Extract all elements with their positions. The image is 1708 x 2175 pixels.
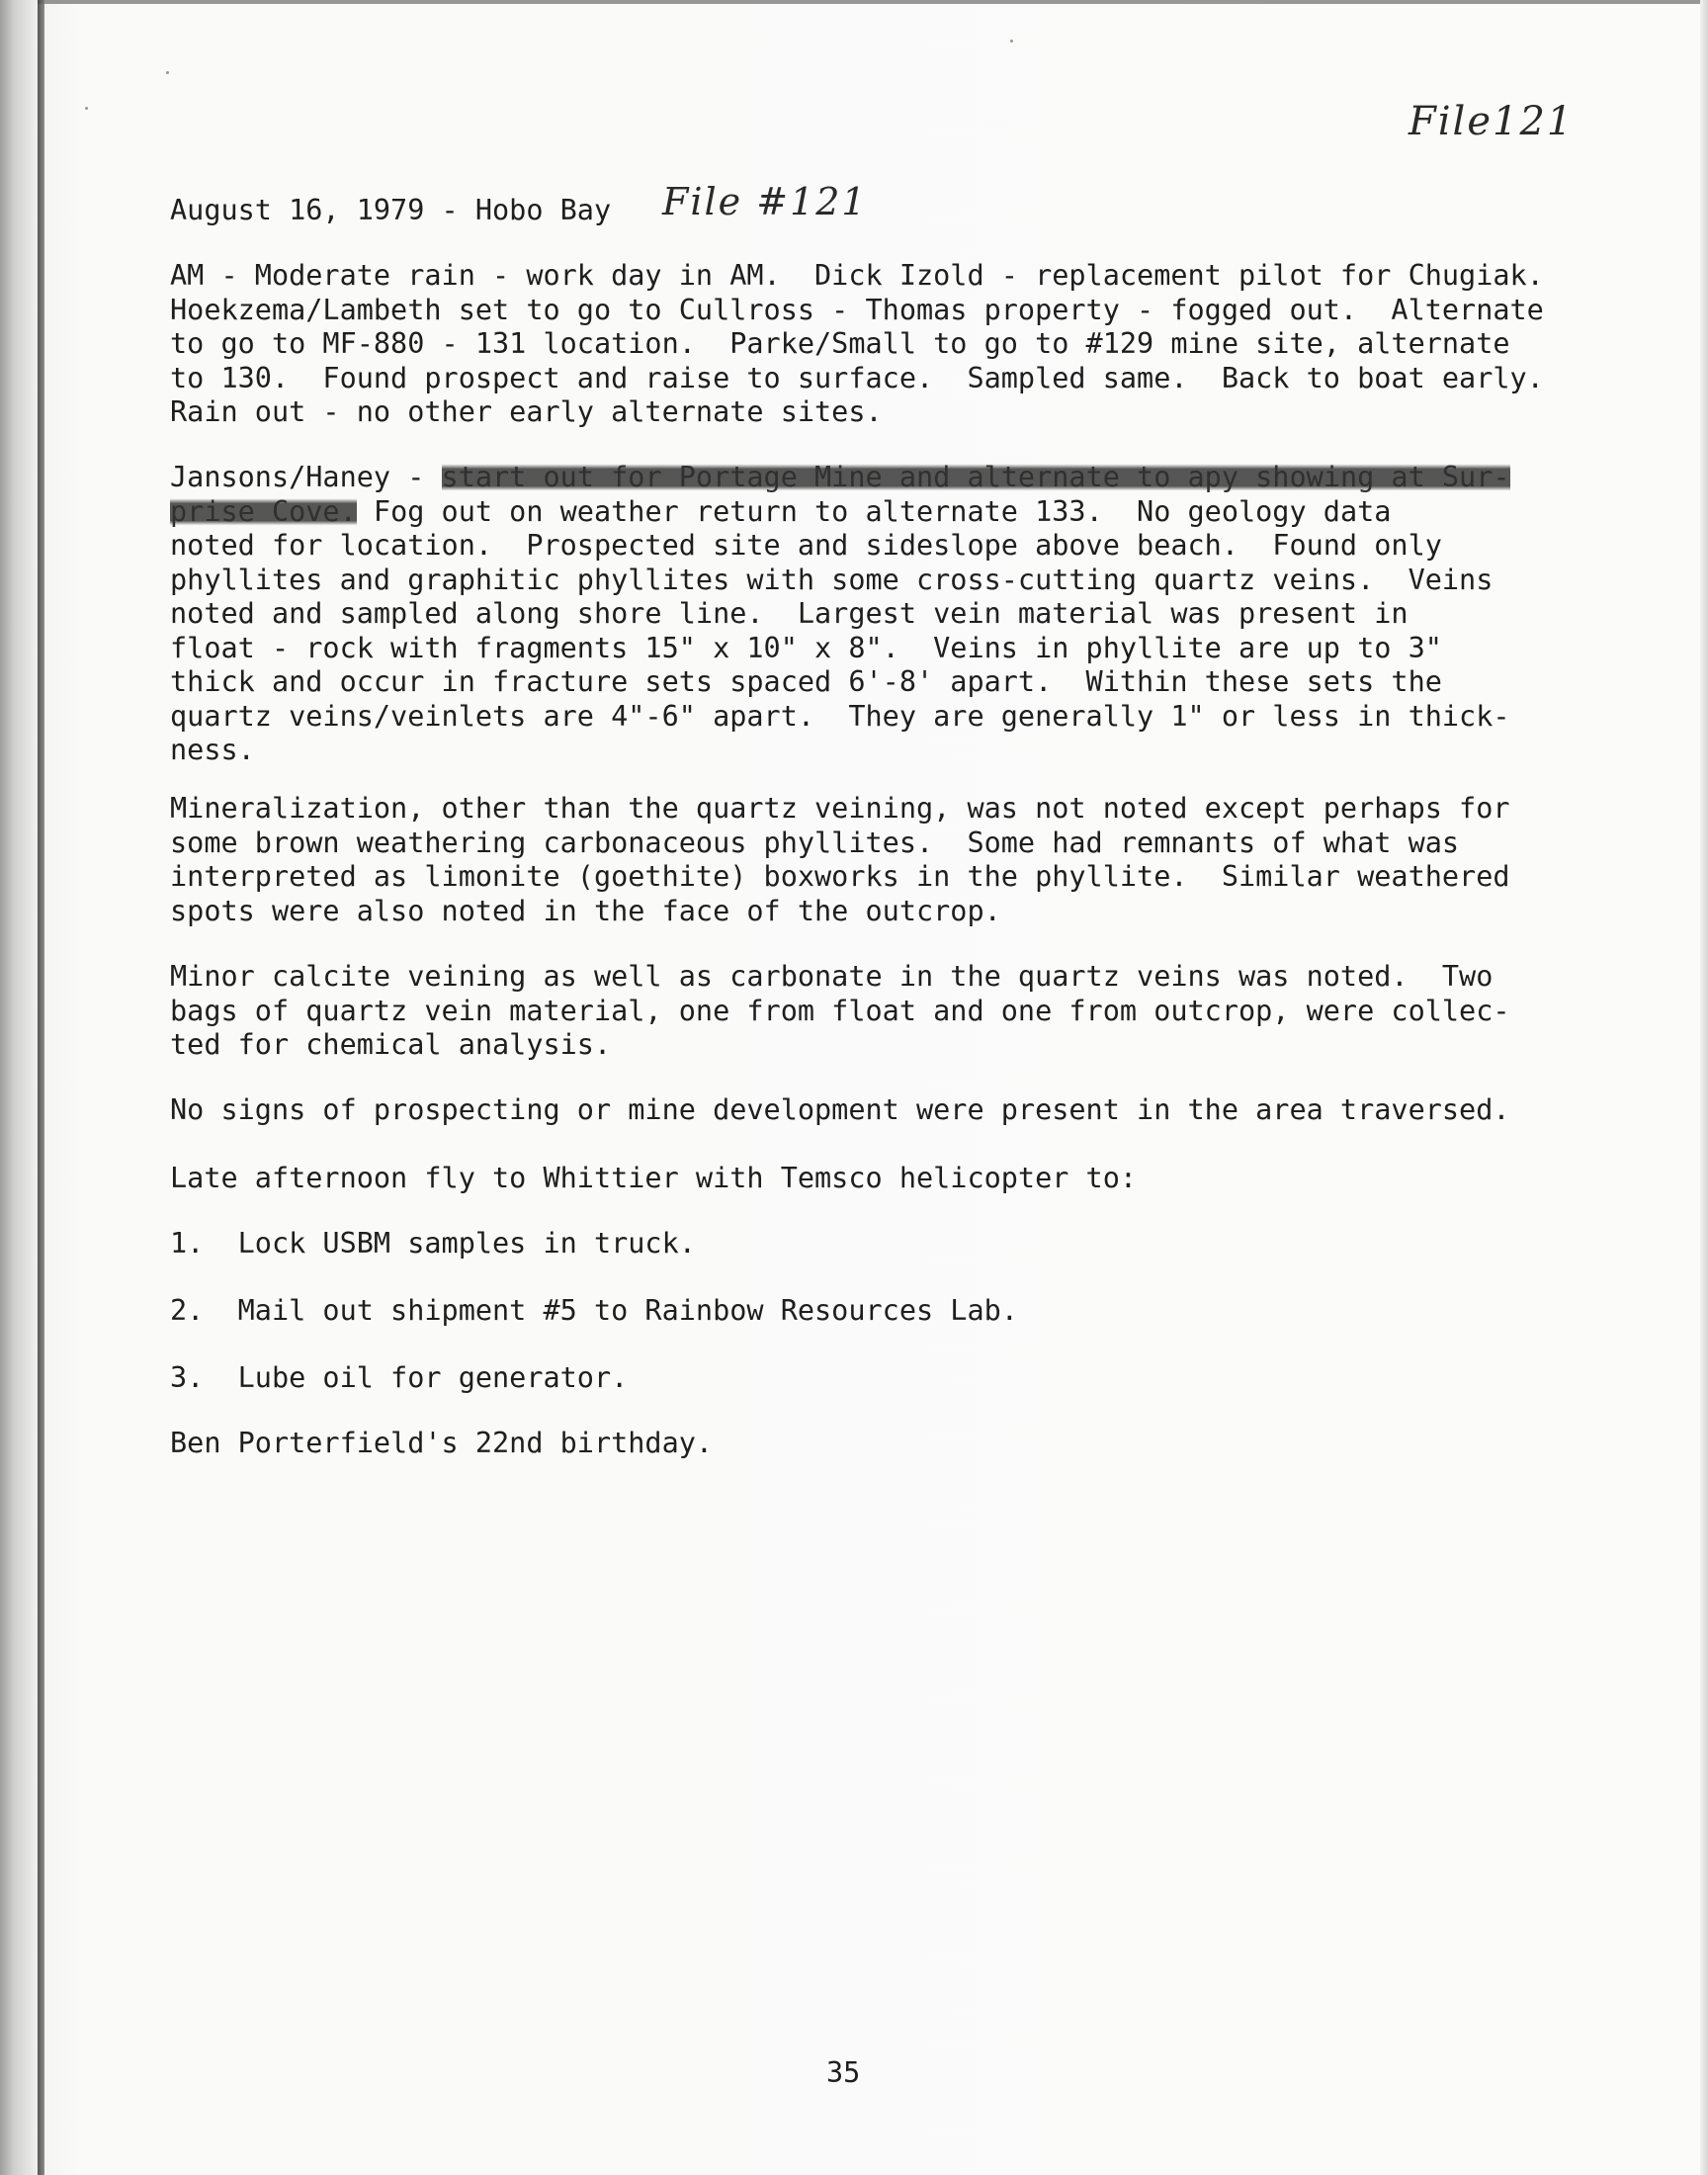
text-line: noted for location. Prospected site and sideslope above beach. Found only (170, 529, 1442, 562)
handwritten-file-number: File121 (1409, 99, 1575, 144)
text-line: Hoekzema/Lambeth set to go to Cullross - Thomas property - fogged out. Alternate (170, 293, 1544, 326)
text-line: to 130. Found prospect and raise to surface. Sampled same. Back to boat early. (170, 361, 1544, 394)
closing-note: Ben Porterfield's 22nd birthday. (170, 1427, 714, 1459)
text-line: bags of quartz vein material, one from float and one from outcrop, were collec- (170, 994, 1510, 1027)
text-segment: Fog out on weather return to alternate 133. No geology data (356, 494, 1392, 528)
scan-speck (85, 107, 88, 110)
handwritten-file-note: File #121 (662, 180, 868, 223)
text-segment: Jansons/Haney - (170, 461, 442, 493)
list-item: 1. Lock USBM samples in truck. (170, 1227, 696, 1260)
paragraph-calcite (170, 960, 1510, 1063)
text-line: Rain out - no other early alternate sites. (170, 395, 883, 428)
scan-speck (166, 71, 169, 74)
text-line: ness. (170, 734, 255, 766)
paragraph-am-summary (170, 259, 1544, 430)
paragraph-no-signs: No signs of prospecting or mine development were present in the area traversed. (170, 1093, 1510, 1126)
page-number: 35 (826, 2056, 861, 2089)
text-line: quartz veins/veinlets are 4"-6" apart. They are generally 1" or less in thick- (170, 699, 1510, 733)
text-line: to go to MF-880 - 131 location. Parke/Small to go to #129 mine site, alternate (170, 327, 1510, 360)
text-line: spots were also noted in the face of the outcrop. (170, 894, 1001, 927)
text-line: Minor calcite veining as well as carbonate in the quartz veins was noted. Two (170, 960, 1494, 993)
text-line: interpreted as limonite (goethite) boxworks in the phyllite. Similar weathered (170, 860, 1510, 893)
text-line: AM - Moderate rain - work day in AM. Dick Izold - replacement pilot for Chugiak. (170, 259, 1544, 292)
paragraph-afternoon: Late afternoon fly to Whittier with Temsco helicopter to: (170, 1162, 1138, 1194)
list-item: 2. Mail out shipment #5 to Rainbow Resources Lab. (170, 1294, 1018, 1327)
text-line: noted and sampled along shore line. Largest vein material was present in (170, 597, 1409, 630)
struck-out-text: start out for Portage Mine and alternate to apy showing at Sur- (441, 461, 1510, 493)
scan-speck (1010, 40, 1013, 43)
text-line: float - rock with fragments 15" x 10" x 8". Veins in phyllite are up to 3" (170, 631, 1442, 664)
journal-heading: August 16, 1979 - Hobo Bay (170, 194, 612, 226)
binding-edge (38, 0, 44, 2175)
list-item: 3. Lube oil for generator. (170, 1361, 629, 1394)
text-line: Mineralization, other than the quartz veining, was not noted except perhaps for (170, 792, 1510, 825)
paragraph-jansons-haney (170, 461, 1510, 768)
text-line: phyllites and graphitic phyllites with some cross-cutting quartz veins. Veins (170, 563, 1494, 596)
text-line: some brown weathering carbonaceous phyllites. Some had remnants of what was (170, 826, 1460, 859)
text-line: ted for chemical analysis. (170, 1028, 612, 1061)
text-line (170, 461, 1510, 495)
page-top-edge (38, 0, 1708, 4)
text-line: thick and occur in fracture sets spaced 6'-8' apart. Within these sets the (170, 665, 1442, 698)
struck-out-text: prise Cove. (170, 494, 357, 528)
paragraph-mineralization (170, 792, 1510, 928)
text-line (170, 495, 1510, 530)
page-right-edge (1700, 0, 1708, 2175)
